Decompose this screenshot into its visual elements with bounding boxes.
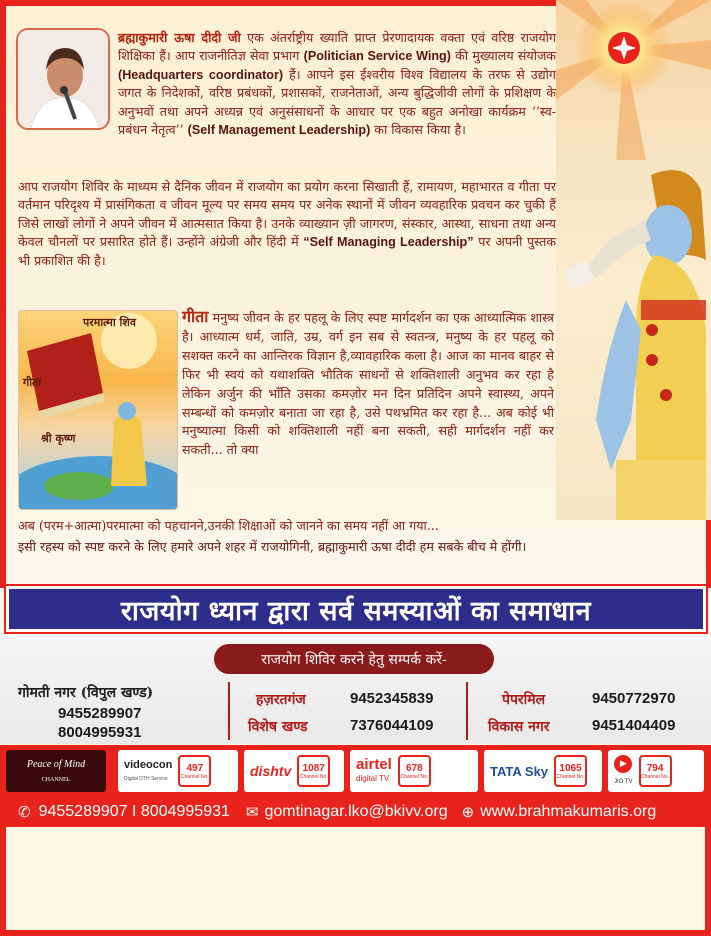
- tv-icon: [398, 755, 431, 787]
- label-shri-krishna: श्री कृष्ण: [41, 432, 76, 445]
- channel-no-label: Channel No.: [180, 773, 209, 780]
- phone-vikas-nagar: 9451404409: [592, 717, 676, 734]
- gita-text-3: इसी रहस्य को स्पष्ट करने के लिए हमारे अपने शहर में राजयोगिनी, ब्रह्माकुमारी ऊषा दीदी हम सबके बीच मे होंगी।: [18, 539, 527, 554]
- area-vikas-nagar: विकास नगर: [488, 719, 550, 735]
- bio-text: का विकास किया है।: [370, 122, 466, 138]
- banner-text: राजयोग ध्यान द्वारा सर्व समस्याओं का समाधान: [120, 595, 592, 627]
- tv-icon: [639, 755, 672, 787]
- videocon-brand: videocon: [124, 759, 173, 771]
- airtel-brand: airtel: [356, 756, 392, 773]
- phone-gomti-1: 9455289907: [58, 705, 142, 722]
- bio-text: एक अंतर्राष्ट्रीय ख्याति प्राप्त प्रेरणादायक वक्ता एवं वरिष्ठ राजयोग शिक्षिका हैं। आप राजनीतिज्ञ सेवा प्रभाग: [118, 30, 556, 64]
- krishna-illustration: [556, 0, 711, 520]
- phone-icon: ✆: [18, 804, 31, 821]
- pom-sub: CHANNEL: [41, 777, 71, 783]
- airtel-channel-number: 678: [406, 762, 423, 774]
- videocon-sub: Digital DTH Service: [124, 776, 168, 782]
- bio-text: पर अपनी पुस्तक भी प्रकाशित की है।: [18, 234, 556, 268]
- channel-airtel: [350, 750, 478, 792]
- channel-no-label: Channel No.: [299, 773, 328, 780]
- label-paramatma-shiv: परमात्मा शिव: [83, 316, 136, 329]
- peace-of-mind-logo: [6, 750, 106, 792]
- area-hazratganj: हज़रतगंज: [256, 692, 306, 708]
- divider: [228, 682, 230, 740]
- krishna-artwork: [556, 0, 711, 520]
- headline-banner: [6, 586, 706, 632]
- bio-paragraph-2: [18, 178, 556, 270]
- gita-paragraph: [182, 308, 554, 460]
- tatasky-channel-number: 1065: [559, 762, 582, 774]
- channel-no-label: Channel No.: [556, 773, 585, 780]
- bio-text: हैं। आपने इस ईश्वरीय विश्व विद्यालय के तरफ से उद्योग जगत के निदेशकों, वरिष्ठ प्रबंधकों, प्रशासकों, राजनेताओं, अन्य बुद्धिजीवी लोगों के प्रशिक्षण के अनुभवों तथा अपने अध्यन्न एवं अनुसंसाधनों के आधार पर एक बहुत अनोखा कार्यक्रम ‘‘स्व-प्रबंधन नेतृत्व’’: [118, 66, 556, 138]
- phone-papermill: 9450772970: [592, 690, 676, 707]
- email-icon: ✉: [245, 804, 259, 821]
- bio-english-3: (Self Management Leadership): [187, 123, 371, 138]
- phone-hazratganj: 9452345839: [350, 690, 434, 707]
- bio-text: आप राजयोग शिविर के माध्यम से दैनिक जीवन में राजयोग का प्रयोग करना सिखाती हैं, रामायण, महाभारत व गीता पर वर्तमान परिदृश्य में प्रासंगिकता व जीवन मूल्य पर समय समय पर अनेक स्थानों में जीवन व्यवहारिक प्रवचन कर चुकी हैं जिसे लाखों लोगों ने अपने जीवन में आत्मसात किया है। उनके व्याख्यान ज़ी जागरण, संस्कार, आस्था, साधना तथा अन्य केवल चौनलों पर प्रसारित होते हैं। उन्होंने अंग्रेजी और हिंदी में: [18, 179, 556, 250]
- jio-play-icon: ▶: [614, 755, 632, 773]
- footer-bar: [0, 797, 711, 827]
- gita-text: मनुष्य जीवन के हर पहलू के लिए स्पष्ट मार्गदर्शन का एक आध्यात्मिक शास्त्र है। आध्यात्म धर्म, जाति, उम्र, वर्ग इन सब से स्वतन्त्र, मनुष्य के हर पहलू को सशक्त करने का आन्तिरक विज्ञान है,व्यावहारिक कला है। आज का मानव बाहर से फिर भी स्वयं को यथाशक्ति भौतिक साधनों से शक्तिशाली अनुभव कर रहा है लेकिन अर्जुन की भाँति उसका कमज़ोर मन दिन प्रतिदिन अपने स्वास्थ्य, अपने सम्बन्धों को कमज़ोर बनाता जा रहा है, उसे पथभ्रमित कर रहा है... अब कोई भी मनुष्यात्मा किसी को शक्तिशाली नहीं बना सकती, सही मार्गदर्शन नहीं कर सकती... तो क्या: [182, 310, 554, 458]
- channel-no-label: Channel No.: [641, 773, 669, 780]
- footer-website[interactable]: www.brahmakumaris.org: [480, 803, 657, 820]
- tv-icon: [178, 755, 211, 787]
- dishtv-channel-number: 1087: [302, 762, 325, 774]
- bio-english-2: (Headquarters coordinator): [118, 67, 284, 82]
- globe-icon: ⊕: [461, 804, 475, 821]
- area-gomti-nagar: गोमती नगर (विपुल खण्ड): [18, 685, 154, 701]
- channel-jio: [608, 750, 704, 792]
- channel-tatasky: [484, 750, 602, 792]
- tatasky-brand: TATA Sky: [490, 763, 549, 779]
- videocon-channel-number: 497: [186, 762, 204, 774]
- contact-pill: [214, 644, 494, 674]
- speaker-photo: [16, 28, 110, 130]
- tv-icon: [297, 755, 330, 787]
- bio-paragraph-1: [118, 29, 556, 139]
- gita-text-2: अब (परम+आत्मा)परमात्मा को पहचानने,उनकी शिक्षाओं को जानने का समय नहीं आ गया...: [18, 518, 439, 533]
- gita-paragraph-3: [18, 538, 698, 556]
- footer-phones: 9455289907 I 8004995931: [38, 803, 230, 820]
- channel-no-label: Channel No.: [400, 773, 429, 780]
- tv-icon: [554, 755, 587, 787]
- speaker-name: ब्रह्माकुमारी ऊषा दीदी जी: [118, 30, 241, 45]
- bio-book-title: “Self Managing Leadership”: [303, 235, 474, 250]
- channel-dishtv: [244, 750, 344, 792]
- gita-image: [18, 310, 178, 510]
- jio-sub: JIO TV: [614, 779, 633, 785]
- gita-heading: गीता: [182, 307, 209, 326]
- blank-area: [0, 827, 711, 936]
- krishna-figure: [564, 170, 706, 520]
- pom-name: Peace of Mind: [26, 759, 86, 770]
- phone-gomti-2: 8004995931: [58, 724, 142, 741]
- area-vishesh-khand: विशेष खण्ड: [248, 719, 308, 735]
- area-papermill: पेपरमिल: [502, 692, 546, 708]
- channel-videocon: [118, 750, 238, 792]
- gita-paragraph-2: [18, 517, 698, 535]
- airtel-sub: digital TV: [356, 774, 390, 783]
- label-gita: गीता: [23, 376, 42, 389]
- phone-vishesh-khand: 7376044109: [350, 717, 434, 734]
- bio-english-1: (Politician Service Wing): [303, 49, 451, 64]
- contact-pill-text: राजयोग शिविर करने हेतु सम्पर्क करें-: [261, 651, 447, 668]
- dishtv-brand: dishtv: [250, 763, 292, 779]
- bio-text: की मुख्यालय संयोजक: [450, 48, 556, 64]
- footer-email[interactable]: gomtinagar.lko@bkivv.org: [264, 803, 448, 820]
- jio-channel-number: 794: [646, 762, 664, 774]
- divider: [466, 682, 468, 740]
